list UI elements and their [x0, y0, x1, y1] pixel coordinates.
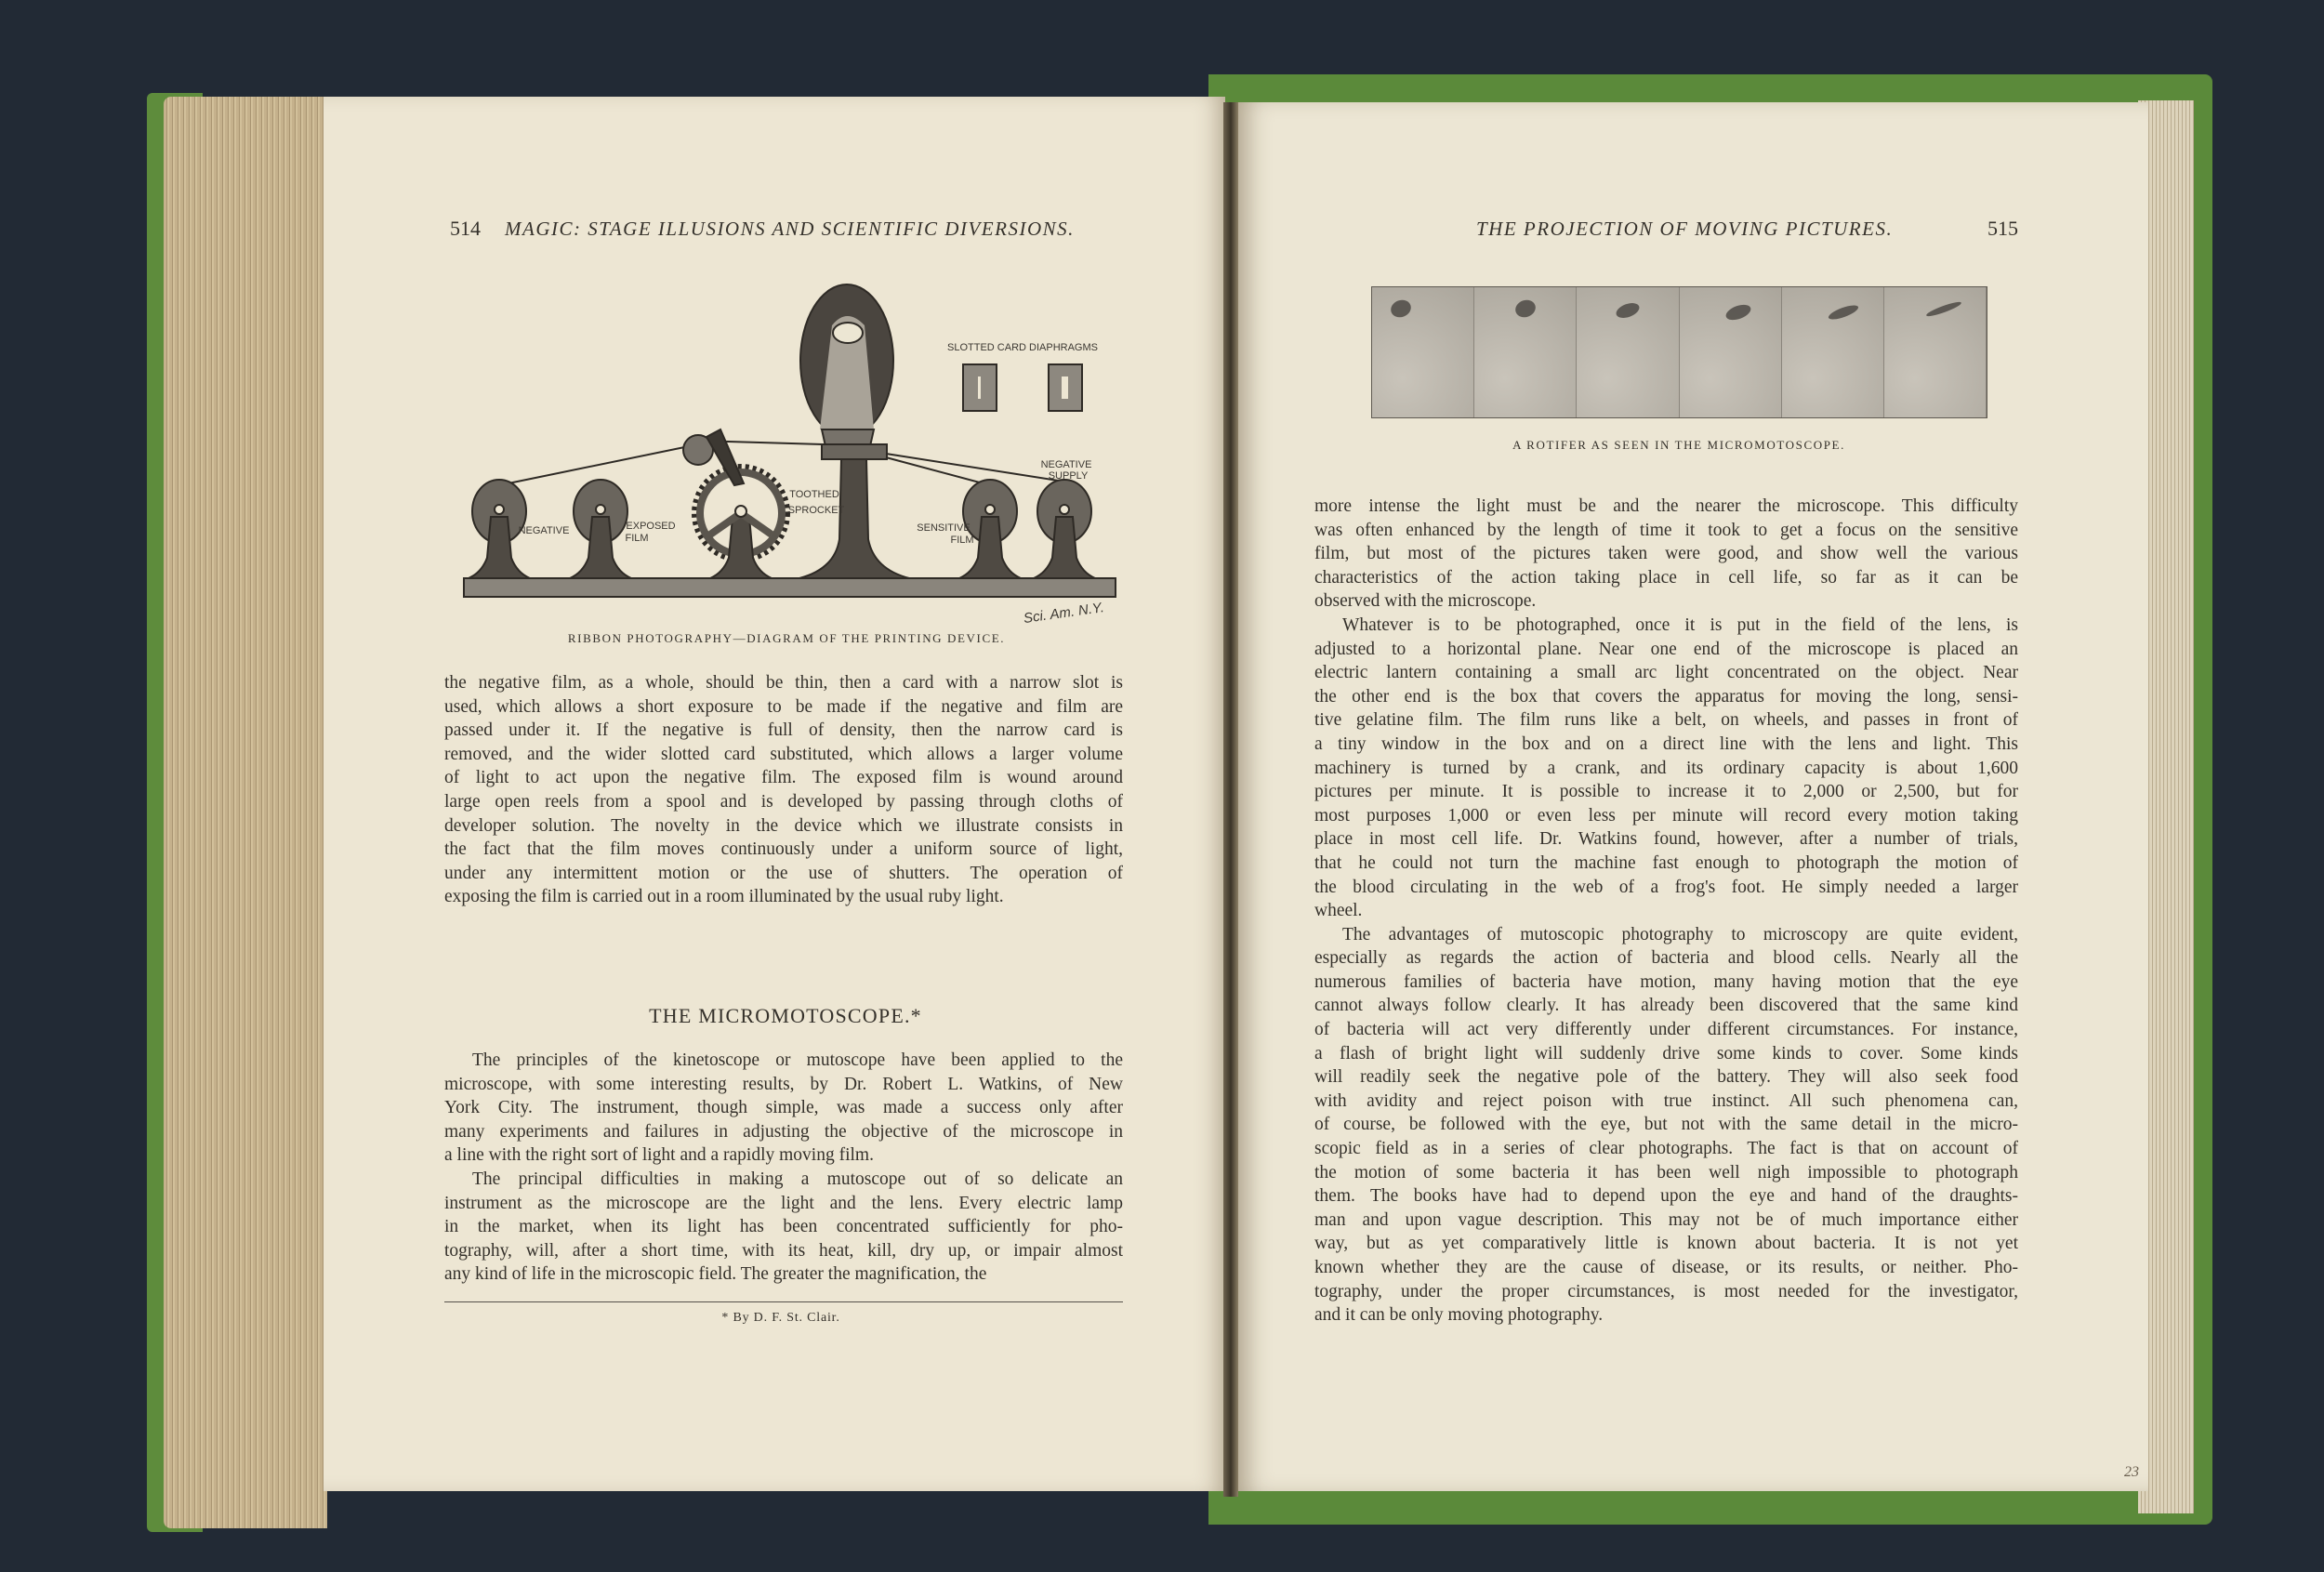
- text-line: passed under it. If the negative is full of density, then the narrow card is: [444, 720, 1123, 741]
- text-line: man and upon vague description. This may not be of much importance either: [1314, 1209, 2018, 1230]
- photo-frame: [1577, 287, 1679, 417]
- photo-frame: [1372, 287, 1474, 417]
- text-line: The principal difficulties in making a mutoscope out of so delicate an: [472, 1169, 1123, 1189]
- text-line: numerous families of bacteria have motion, many having motion that the eye: [1314, 971, 2018, 992]
- text-line: of course, be followed with the eye, but not with the same detail in the micro-: [1314, 1115, 2018, 1135]
- label-sensitive: SENSITIVE: [917, 522, 971, 534]
- text-line: the blood circulating in the web of a frog's foot. He simply needed a larger: [1314, 877, 2018, 897]
- text-line: a tiny window in the box and on a direct line with the lens and light. This: [1314, 733, 2018, 754]
- text-line: the negative film, as a whole, should be thin, then a card with a narrow slot is: [444, 673, 1123, 693]
- light-bulb: [833, 323, 863, 343]
- body-text-left-1: [444, 671, 1123, 909]
- text-line: the motion of some bacteria it has been well nigh impossible to photograph: [1314, 1162, 2018, 1182]
- photo-frame: [1680, 287, 1782, 417]
- label-exposed-film: FILM: [625, 533, 649, 544]
- text-line: that he could not turn the machine fast enough to photograph the motion of: [1314, 852, 2018, 873]
- text-line: with avidity and reject poison with true instinct. All such phenomena can,: [1314, 1090, 2018, 1111]
- text-line: developer solution. The novelty in the device which we illustrate consists in: [444, 815, 1123, 836]
- rotifer-blob: [1614, 300, 1641, 321]
- text-line: instrument as the microscope are the light and the lens. Every electric lamp: [444, 1193, 1123, 1213]
- footnote: * By D. F. St. Clair.: [721, 1311, 840, 1325]
- text-line: tive gelatine film. The film runs like a belt, on wheels, and passes in front of: [1314, 710, 2018, 731]
- text-line: observed with the microscope.: [1314, 591, 1537, 612]
- text-line: exposing the film is carried out in a room illuminated by the usual ruby light.: [444, 887, 1004, 907]
- text-line: of bacteria will act very differently under different circumstances. For instance,: [1314, 1020, 2018, 1040]
- text-line: film, but most of the pictures taken were good, and show well the various: [1314, 544, 2018, 564]
- text-line: microscope, with some interesting results, by Dr. Robert L. Watkins, of New: [444, 1074, 1123, 1094]
- text-line: especially as regards the action of bacteria and blood cells. Nearly all the: [1314, 948, 2018, 969]
- rotifer-blob: [1723, 302, 1752, 324]
- text-line: was often enhanced by the length of time it took to get a focus on the sensitive: [1314, 520, 2018, 540]
- photo-frame: [1474, 287, 1577, 417]
- text-line: large open reels from a spool and is developed by passing through cloths of: [444, 791, 1123, 812]
- text-line: tography, will, after a short time, with its heat, kill, dry up, or impair almost: [444, 1240, 1123, 1261]
- footnote-rule: [444, 1301, 1123, 1302]
- body-text-left-2: [444, 1049, 1123, 1168]
- rotifer-photo-strip: [1371, 286, 1987, 418]
- label-slotted-card-diaphragms: SLOTTED CARD DIAPHRAGMS: [947, 342, 1098, 353]
- text-line: in the market, when its light has been concentrated sufficiently for pho-: [444, 1217, 1123, 1237]
- column: [799, 459, 909, 578]
- text-line: the fact that the film moves continuously under a uniform source of light,: [444, 839, 1123, 860]
- text-line: way, but as yet comparatively little is known about bacteria. It is not yet: [1314, 1234, 2018, 1254]
- base-bar: [464, 578, 1116, 597]
- slotted-cards: [963, 364, 1082, 411]
- label-negative-supply-2: SUPPLY: [1048, 470, 1089, 482]
- text-line: a flash of bright light will suddenly drive some kinds to cover. Some kinds: [1314, 1043, 2018, 1063]
- text-line: will readily seek the negative pole of the battery. They will also seek food: [1314, 1067, 2018, 1088]
- text-line: scopic field as in a series of clear photographs. The fact is that on account of: [1314, 1139, 2018, 1159]
- label-sensitive-film: FILM: [950, 535, 974, 546]
- running-head-left: MAGIC: STAGE ILLUSIONS AND SCIENTIFIC DIVERSIONS.: [505, 218, 1075, 240]
- text-line: the other end is the box that covers the apparatus for moving the long, sensi-: [1314, 686, 2018, 707]
- text-line: more intense the light must be and the nearer the microscope. This difficulty: [1314, 496, 2018, 516]
- rotifer-blob: [1827, 302, 1859, 322]
- rotifer-blob: [1388, 297, 1413, 320]
- text-line: place in most cell life. Dr. Watkins found, however, after a number of trials,: [1314, 829, 2018, 850]
- text-line: electric lantern containing a small arc light concentrated on the object. Near: [1314, 663, 2018, 683]
- body-text-left-3: [444, 1168, 1123, 1287]
- text-line: them. The books have had to depend upon the eye and hand of the draughts-: [1314, 1186, 2018, 1207]
- text-line: under any intermittent motion or the use of shutters. The operation of: [444, 863, 1123, 883]
- text-line: of light to act upon the negative film. The exposed film is wound around: [444, 768, 1123, 788]
- text-line: removed, and the wider slotted card substituted, which allows a larger volume: [444, 744, 1123, 764]
- text-line: machinery is turned by a crank, and its ordinary capacity is about 1,600: [1314, 758, 2018, 778]
- text-line: tography, under the proper circumstances, is most needed for the investigator,: [1314, 1281, 2018, 1301]
- section-heading: THE MICROMOTOSCOPE.*: [649, 1004, 922, 1027]
- label-negative-supply-1: NEGATIVE: [1040, 459, 1092, 470]
- toothed-sprocket: [683, 429, 787, 578]
- text-line: The principles of the kinetoscope or mutoscope have been applied to the: [472, 1050, 1123, 1070]
- text-line: The advantages of mutoscopic photography to microscopy are quite evident,: [1342, 924, 2018, 945]
- text-line: and it can be only moving photography.: [1314, 1305, 1604, 1326]
- photo-frame: [1782, 287, 1884, 417]
- text-line: known whether they are the cause of disease, or its results, or neither. Pho-: [1314, 1258, 2018, 1277]
- engraver-signature: Sci. Am. N.Y.: [1022, 600, 1105, 627]
- rotifer-blob: [1512, 297, 1538, 320]
- reel-exposed-film: [570, 480, 631, 578]
- label-toothed: TOOTHED: [789, 489, 839, 500]
- text-line: adjusted to a horizontal plane. Near one end of the microscope is placed an: [1314, 639, 2018, 659]
- body-text-right: [1314, 495, 2018, 1328]
- figure-caption-left: RIBBON PHOTOGRAPHY—DIAGRAM OF THE PRINTING DEVICE.: [567, 631, 1006, 645]
- text-line: wheel.: [1314, 901, 1363, 921]
- text-line: cannot always follow clearly. It has already been discovered that the same kind: [1314, 996, 2018, 1016]
- film-strip: [499, 441, 1064, 485]
- page-number-left: 514: [450, 217, 481, 240]
- body-text-right-2: [1314, 614, 2018, 923]
- label-sprocket: SPROCKET: [787, 505, 845, 516]
- text-line: characteristics of the action taking place in cell life, so far as it can be: [1314, 567, 2018, 588]
- body-text-right-1: [1314, 495, 2018, 614]
- reel-negative-supply: [1034, 480, 1095, 578]
- running-head-right: THE PROJECTION OF MOVING PICTURES.: [1476, 218, 1894, 240]
- body-text-right-3: [1314, 923, 2018, 1328]
- label-exposed: EXPOSED: [626, 521, 676, 532]
- diagram-drawing: [464, 284, 1116, 597]
- label-negative: NEGATIVE: [518, 525, 570, 536]
- text-line: York City. The instrument, though simple, was made a success only after: [444, 1098, 1123, 1118]
- text-line: any kind of life in the microscopic field. The greater the magnification, the: [444, 1264, 987, 1285]
- photo-frame: [1884, 287, 1987, 417]
- photo-caption-right: A ROTIFER AS SEEN IN THE MICROMOTOSCOPE.: [1512, 438, 1845, 452]
- base-plate: [822, 444, 887, 459]
- text-line: many experiments and failures in adjusting the objective of the microscope in: [444, 1121, 1123, 1142]
- rotifer-blob: [1925, 299, 1962, 318]
- page-number-right: 515: [1987, 217, 2018, 240]
- text-line: used, which allows a short exposure to be made if the negative and film are: [444, 696, 1123, 717]
- text-line: a line with the right sort of light and a rapidly moving film.: [444, 1145, 874, 1166]
- text-line: Whatever is to be photographed, once it is put in the field of the lens, is: [1342, 614, 2018, 635]
- handwritten-page-mark: 23: [2124, 1464, 2139, 1480]
- text-line: pictures per minute. It is possible to increase it to 2,000 or 2,500, but for: [1314, 782, 2018, 802]
- text-line: most purposes 1,000 or even less per minute will record every motion taking: [1314, 805, 2018, 826]
